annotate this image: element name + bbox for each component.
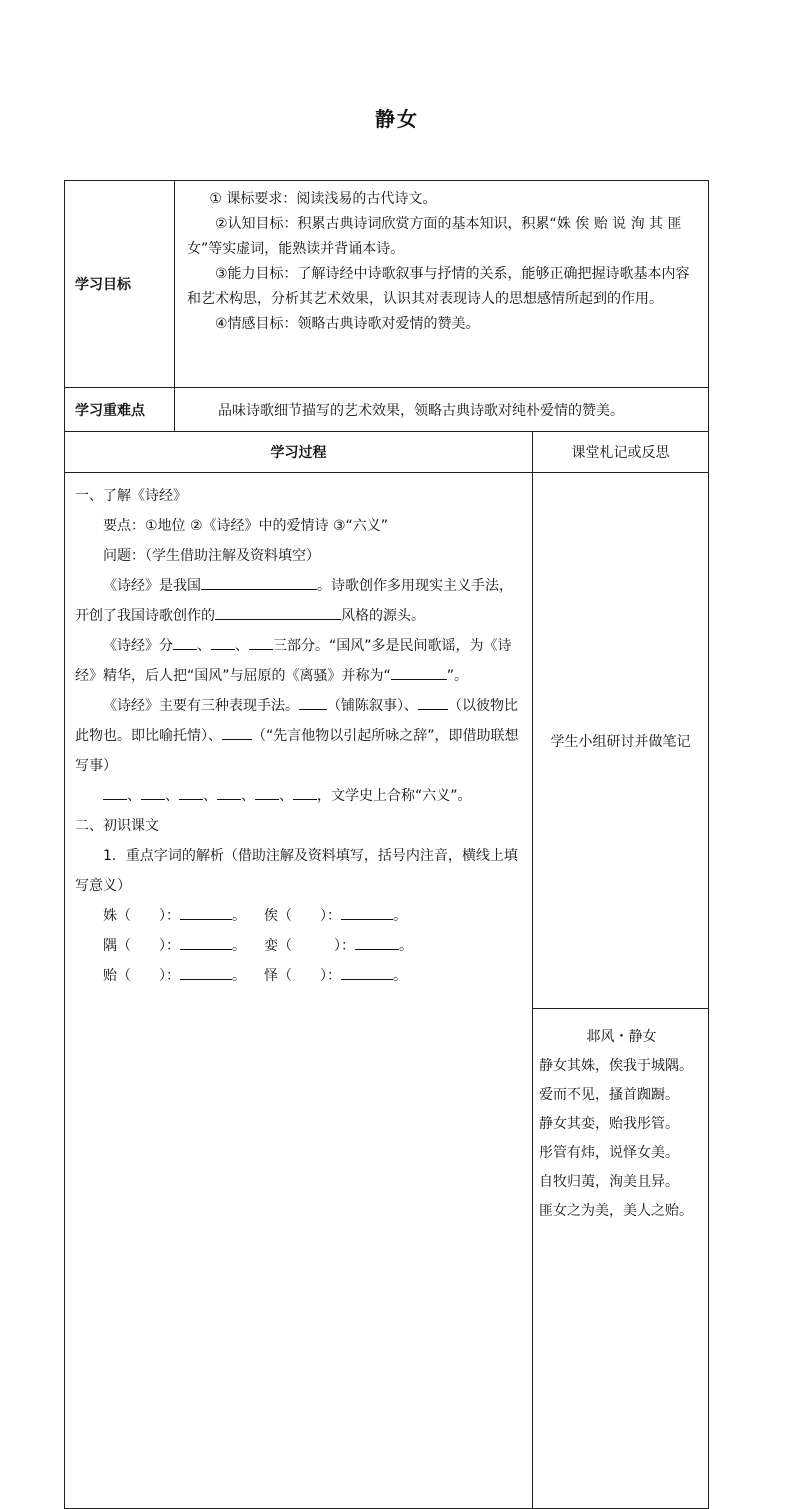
text: （ ）： (117, 908, 180, 924)
text: （ ）： (278, 968, 341, 984)
text: 、 (279, 788, 293, 804)
text: “ (383, 668, 391, 684)
item-text: 1．重点字词的解析（借助注解及资料填写，括号内注音，横线上填写意义） (75, 848, 518, 894)
page-title: 静女 (375, 107, 419, 131)
notes-header: 课堂札记或反思 (533, 432, 709, 473)
fill-blank[interactable] (201, 574, 317, 590)
fill-paragraph (75, 691, 526, 781)
text: 。 (399, 938, 413, 954)
poem-line: 匪女之为美，美人之贻。 (539, 1203, 693, 1219)
vocab-row (75, 961, 526, 991)
process-content (65, 473, 533, 1509)
fill-blank[interactable] (391, 664, 447, 680)
notes-subheader: 学生小组研讨并做笔记 (533, 473, 709, 1009)
text: ”。 (446, 668, 469, 684)
points-text: 要点：①地位 ②《诗经》中的爱情诗 ③“六义” (103, 518, 389, 534)
fill-blank[interactable] (103, 784, 127, 800)
fill-blank[interactable] (222, 724, 252, 740)
fill-blank[interactable] (211, 634, 235, 650)
fill-blank[interactable] (341, 964, 393, 980)
text: ，文学史上合称“六义”。 (317, 788, 472, 804)
text: （铺陈叙事）、 (327, 698, 418, 714)
objective-line: ②认知目标：积累古典诗词欣赏方面的基本知识，积累“姝 俟 贻 说 洵 其 匪女”等实虚词，能熟读并背诵本诗。 (187, 216, 682, 257)
text: 。 (393, 908, 407, 924)
text: （ ）： (278, 938, 355, 954)
poem-title: 邶风・静女 (586, 1029, 657, 1045)
fill-paragraph (75, 631, 526, 691)
fill-blank[interactable] (249, 634, 273, 650)
vocab-char: 姝 (103, 908, 117, 924)
poem-line: 彤管有炜，说怿女美。 (539, 1145, 679, 1161)
fill-blank[interactable] (217, 784, 241, 800)
key-points-label: 学习重难点 (65, 388, 175, 432)
text: 、 (197, 638, 211, 654)
vocab-char: 俟 (264, 908, 278, 924)
fill-blank[interactable] (355, 934, 399, 950)
fill-blank[interactable] (418, 694, 448, 710)
text: 。诗歌创作多用现实主义手法，开创了我国诗歌创作的 (75, 578, 513, 624)
objectives-label: 学习目标 (65, 181, 175, 388)
key-points-content (175, 388, 709, 432)
vocab-char: 隅 (103, 938, 117, 954)
fill-blank[interactable] (141, 784, 165, 800)
fill-blank[interactable] (341, 904, 393, 920)
poem-line: 自牧归荑，洵美且异。 (539, 1174, 679, 1190)
fill-blank[interactable] (180, 964, 232, 980)
vocab-row (75, 931, 526, 961)
poem-line: 爱而不见，搔首踟蹰。 (539, 1087, 679, 1103)
process-row (65, 473, 709, 1009)
process-header: 学习过程 (65, 432, 533, 473)
fill-blank[interactable] (293, 784, 317, 800)
vocab-row (75, 901, 526, 931)
text: 、 (235, 638, 249, 654)
text: 。 (393, 968, 407, 984)
text: 风格的源头。 (341, 608, 425, 624)
section-title: 一、了解《诗经》 (75, 488, 187, 504)
vocab-char: 娈 (264, 938, 278, 954)
fill-blank[interactable] (180, 904, 232, 920)
fill-blank[interactable] (179, 784, 203, 800)
objective-line: ① 课标要求：阅读浅易的古代诗文。 (209, 191, 437, 207)
fill-paragraph (75, 571, 526, 631)
text: 《诗经》分 (103, 638, 173, 654)
lesson-table (64, 180, 709, 1509)
process-header-row (65, 432, 709, 473)
text: 三部分。“国风”多是民间歌谣，为《诗经》精华，后人把“国风”与屈原的《离骚》并称为 (75, 638, 512, 684)
text: 。 (232, 968, 246, 984)
section-title: 二、初识课文 (75, 818, 159, 834)
text: 。 (232, 938, 246, 954)
fill-blank[interactable] (180, 934, 232, 950)
text: （“先言他物以引起所咏之辞”，即借助联想写事） (75, 728, 519, 774)
key-points-row (65, 388, 709, 432)
text: 《诗经》是我国 (103, 578, 201, 594)
fill-blank[interactable] (173, 634, 197, 650)
text: 。 (232, 908, 246, 924)
text: 、 (203, 788, 217, 804)
vocab-char: 怿 (264, 968, 278, 984)
text: 、 (127, 788, 141, 804)
text: 、 (165, 788, 179, 804)
text: 《诗经》主要有三种表现手法。 (103, 698, 299, 714)
fill-blank[interactable] (215, 604, 341, 620)
objectives-content (175, 181, 709, 388)
text: （以彼物比此物也。即比喻托情）、 (75, 698, 518, 744)
poem-notes (533, 1009, 709, 1509)
vocab-char: 贻 (103, 968, 117, 984)
objective-line: ④情感目标：领略古典诗歌对爱情的赞美。 (215, 316, 480, 332)
fill-blank[interactable] (299, 694, 327, 710)
fill-blank[interactable] (255, 784, 279, 800)
question-text: 问题：（学生借助注解及资料填空） (103, 548, 320, 564)
text: 、 (241, 788, 255, 804)
objective-line: ③能力目标：了解诗经中诗歌叙事与抒情的关系，能够正确把握诗歌基本内容和艺术构思，分析其艺术效果，认识其对表现诗人的思想感情所起到的作用。 (187, 266, 690, 307)
text: （ ）： (117, 938, 180, 954)
text: （ ）： (278, 908, 341, 924)
fill-paragraph (75, 781, 526, 811)
key-points-text: 品味诗歌细节描写的艺术效果，领略古典诗歌对纯朴爱情的赞美。 (218, 402, 624, 419)
text: （ ）： (117, 968, 180, 984)
poem-line: 静女其娈，贻我彤管。 (539, 1116, 679, 1132)
objectives-row (65, 181, 709, 388)
poem-line: 静女其姝，俟我于城隅。 (539, 1058, 693, 1074)
